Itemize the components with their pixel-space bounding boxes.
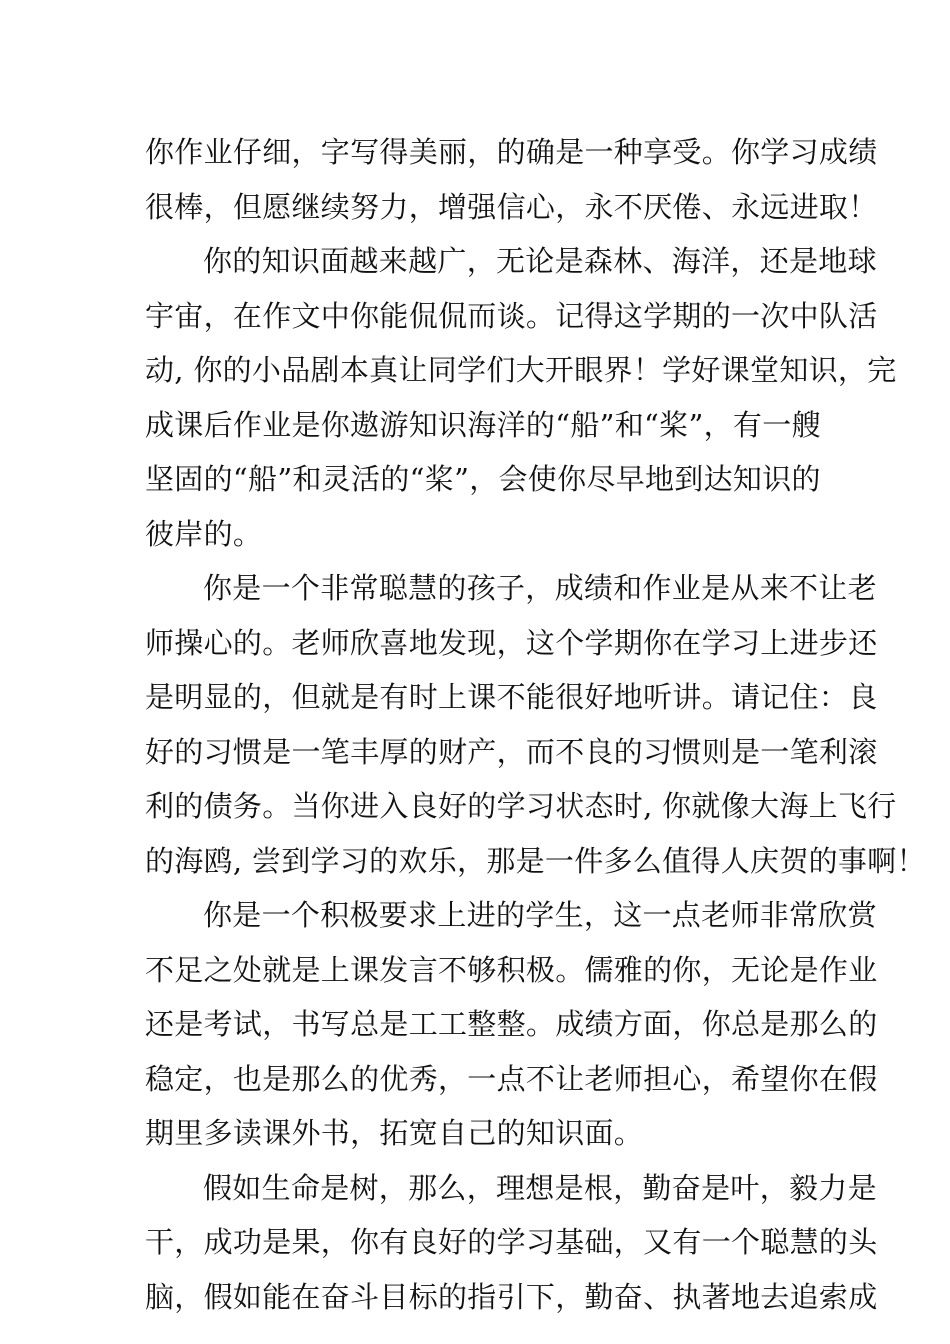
- text-line: 你作业仔细，字写得美丽，的确是一种享受。你学习成绩: [145, 135, 878, 169]
- text-line: 干，成功是果，你有良好的学习基础，又有一个聪慧的头: [145, 1225, 878, 1259]
- text-line: 成课后作业是你遨游知识海洋的“船”和“桨”，有一艘: [145, 407, 821, 442]
- paragraph-4: [145, 888, 878, 1161]
- paragraph-5: [145, 1161, 878, 1325]
- text-line: 好的习惯是一笔丰厚的财产，而不良的习惯则是一笔利滚: [145, 734, 878, 769]
- text-line: 动, 你的小品剧本真让同学们大开眼界！学好课堂知识，完: [145, 353, 897, 387]
- text-line: 稳定，也是那么的优秀，一点不让老师担心，希望你在假: [145, 1061, 878, 1096]
- paragraph-1: [145, 125, 878, 234]
- text-line: 不足之处就是上课发言不够积极。儒雅的你，无论是作业: [145, 952, 878, 987]
- text-line: 假如生命是树，那么，理想是根，勤奋是叶，毅力是: [203, 1170, 877, 1205]
- text-line: 的海鸥, 尝到学习的欢乐，那是一件多么值得人庆贺的事啊！: [145, 843, 926, 878]
- text-line: 脑，假如能在奋斗目标的指引下，勤奋、执著地去追索成: [145, 1279, 878, 1314]
- text-line: 利的债务。当你进入良好的学习状态时, 你就像大海上飞行: [145, 789, 897, 823]
- text-line: 还是考试，书写总是工工整整。成绩方面，你总是那么的: [145, 1007, 878, 1041]
- paragraph-3: [145, 561, 926, 888]
- text-line: 坚固的“船”和灵活的“桨”，会使你尽早地到达知识的: [145, 462, 821, 496]
- text-line: 你的知识面越来越广，无论是森林、海洋，还是地球: [203, 244, 877, 278]
- text-line: 师操心的。老师欣喜地发现，这个学期你在学习上进步还: [145, 625, 878, 660]
- text-line: 很棒，但愿继续努力，增强信心，永不厌倦、永远进取！: [145, 189, 878, 224]
- text-line: 你是一个非常聪慧的孩子，成绩和作业是从来不让老: [203, 571, 877, 605]
- paragraph-2: [145, 234, 897, 561]
- text-line: 是明显的，但就是有时上课不能很好地听讲。请记住：良: [145, 680, 878, 714]
- text-line: 你是一个积极要求上进的学生，这一点老师非常欣赏: [203, 898, 877, 932]
- text-line: 彼岸的。: [145, 516, 263, 551]
- text-line: 宇宙，在作文中你能侃侃而谈。记得这学期的一次中队活: [145, 298, 878, 333]
- text-line: 期里多读课外书，拓宽自己的知识面。: [145, 1116, 644, 1150]
- document-body: [145, 125, 926, 1324]
